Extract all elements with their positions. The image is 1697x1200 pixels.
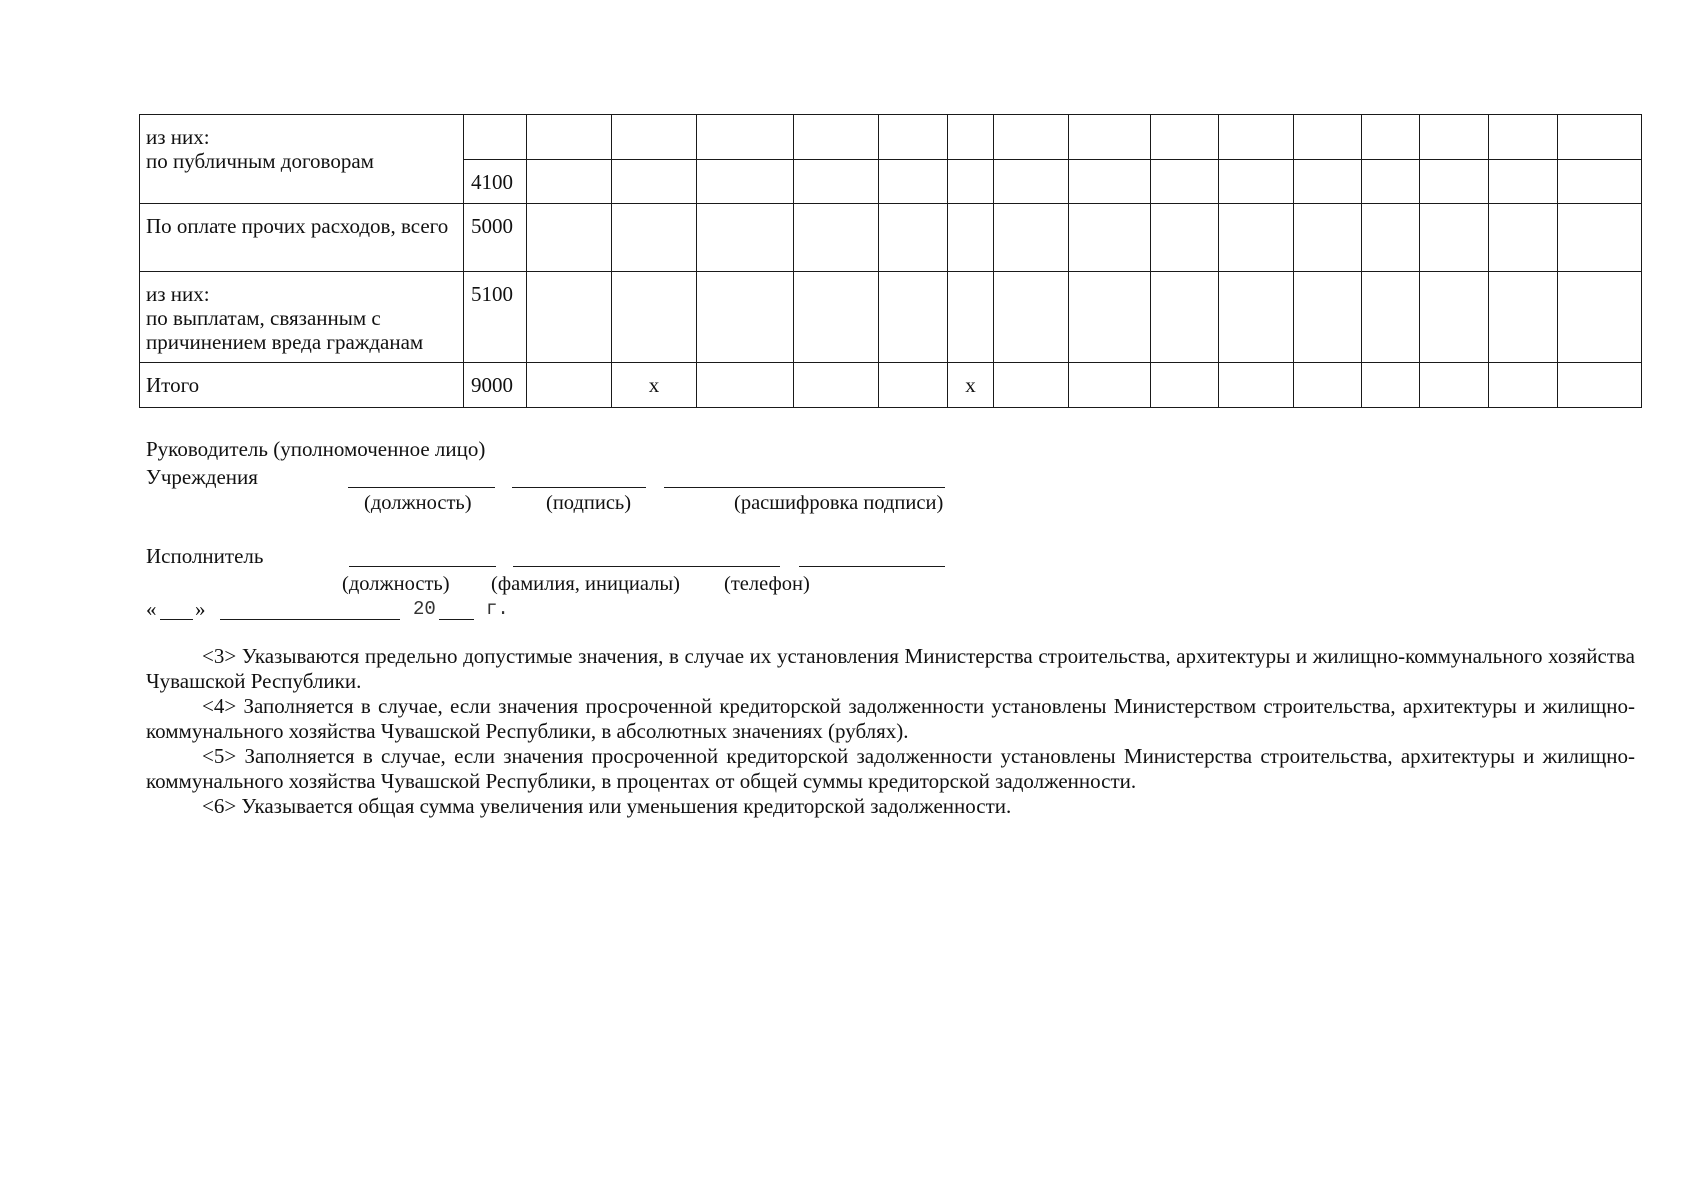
date-close-quote: » bbox=[195, 597, 206, 621]
footnote-3: <3> Указываются предельно допустимые значения, в случае их установления Министерства строительства, архитектуры и жилищно-коммунального хозяйства Чувашской Республики. bbox=[146, 644, 1635, 693]
date-open-quote: « bbox=[146, 597, 157, 621]
row-name-harm-payments: из них: по выплатам, связанным с причинением вреда гражданам bbox=[140, 272, 464, 363]
table-cell bbox=[1489, 204, 1558, 272]
footnotes bbox=[146, 644, 1635, 819]
table-cell bbox=[1420, 204, 1489, 272]
exec-position-line[interactable] bbox=[349, 566, 496, 567]
table-cell bbox=[527, 363, 612, 408]
table-cell bbox=[794, 363, 879, 408]
table-cell bbox=[1489, 115, 1558, 160]
head-title-line2: Учреждения bbox=[146, 465, 258, 489]
table-cell bbox=[1558, 363, 1642, 408]
row-name-total: Итого bbox=[140, 363, 464, 408]
table-cell bbox=[1151, 115, 1219, 160]
table-cell bbox=[948, 204, 994, 272]
table-cell bbox=[948, 272, 994, 363]
table-cell bbox=[948, 115, 994, 160]
table-cell bbox=[1069, 115, 1151, 160]
table-cell bbox=[697, 115, 794, 160]
table-cell bbox=[1151, 204, 1219, 272]
table-cell bbox=[994, 115, 1069, 160]
table-cell bbox=[1219, 272, 1294, 363]
table-cell bbox=[879, 204, 948, 272]
table-cell bbox=[1558, 204, 1642, 272]
date-year-prefix: 20 bbox=[413, 598, 436, 620]
table-cell bbox=[1294, 272, 1362, 363]
table-cell bbox=[1294, 160, 1362, 204]
table-row-total bbox=[140, 363, 1642, 408]
table-cell bbox=[879, 272, 948, 363]
row-code: 9000 bbox=[464, 363, 527, 408]
table-cell bbox=[1420, 115, 1489, 160]
row-name-public-contracts: из них: по публичным договорам bbox=[140, 115, 464, 204]
table-cell bbox=[1489, 160, 1558, 204]
row-code: 5100 bbox=[464, 272, 527, 363]
table-cell bbox=[879, 363, 948, 408]
table-cell bbox=[612, 272, 697, 363]
table-cell bbox=[794, 272, 879, 363]
table-cell bbox=[527, 204, 612, 272]
table-cell bbox=[1489, 272, 1558, 363]
table-cell bbox=[879, 160, 948, 204]
table-cell bbox=[1151, 160, 1219, 204]
head-title-line1: Руководитель (уполномоченное лицо) bbox=[146, 437, 486, 461]
exec-caption-phone: (телефон) bbox=[724, 573, 810, 595]
executor-title: Исполнитель bbox=[146, 544, 264, 568]
debt-table bbox=[139, 114, 1642, 408]
row-code: 4100 bbox=[464, 160, 527, 204]
head-decoding-line[interactable] bbox=[664, 487, 945, 488]
date-year-line[interactable] bbox=[439, 619, 474, 620]
table-row bbox=[140, 204, 1642, 272]
x-mark: x bbox=[948, 363, 994, 408]
table-cell bbox=[1069, 160, 1151, 204]
table-cell bbox=[1558, 272, 1642, 363]
table-cell bbox=[948, 160, 994, 204]
table-cell bbox=[697, 363, 794, 408]
table-cell bbox=[1362, 363, 1420, 408]
date-year-suffix: г. bbox=[486, 598, 509, 620]
table-cell bbox=[527, 160, 612, 204]
table-cell bbox=[994, 272, 1069, 363]
table-cell bbox=[697, 160, 794, 204]
table-cell bbox=[1294, 204, 1362, 272]
table-cell bbox=[1219, 115, 1294, 160]
table-cell bbox=[1151, 272, 1219, 363]
table-cell bbox=[1362, 272, 1420, 363]
head-caption-decoding: (расшифровка подписи) bbox=[734, 492, 944, 514]
table-cell bbox=[612, 115, 697, 160]
table-cell bbox=[1558, 115, 1642, 160]
table-cell bbox=[1420, 272, 1489, 363]
head-caption-position: (должность) bbox=[364, 492, 472, 514]
exec-name-line[interactable] bbox=[513, 566, 780, 567]
table-cell bbox=[1219, 363, 1294, 408]
table-cell bbox=[612, 160, 697, 204]
x-mark: x bbox=[612, 363, 697, 408]
table-cell bbox=[994, 363, 1069, 408]
table-cell bbox=[527, 272, 612, 363]
table-cell bbox=[1219, 204, 1294, 272]
table-cell bbox=[1151, 363, 1219, 408]
table-cell bbox=[1420, 160, 1489, 204]
row-name-other-expenses: По оплате прочих расходов, всего bbox=[140, 204, 464, 272]
table-cell bbox=[1489, 363, 1558, 408]
table-cell bbox=[879, 115, 948, 160]
table-cell bbox=[697, 272, 794, 363]
row-code: 5000 bbox=[464, 204, 527, 272]
table-cell bbox=[1294, 115, 1362, 160]
table-cell bbox=[794, 204, 879, 272]
table-cell bbox=[794, 115, 879, 160]
table-cell bbox=[1362, 160, 1420, 204]
exec-caption-name: (фамилия, инициалы) bbox=[491, 573, 680, 595]
table-cell bbox=[612, 204, 697, 272]
table-cell bbox=[1362, 204, 1420, 272]
table-cell bbox=[1362, 115, 1420, 160]
table-cell bbox=[1294, 363, 1362, 408]
head-caption-signature: (подпись) bbox=[546, 492, 632, 514]
footnote-4: <4> Заполняется в случае, если значения просроченной кредиторской задолженности установлены Министерством строительства, архитектуры и жилищно-коммунального хозяйства Чувашской Республики, в абсолютных значениях (рублях). bbox=[146, 694, 1635, 743]
date-day-line[interactable] bbox=[160, 619, 193, 620]
exec-caption-position: (должность) bbox=[342, 573, 450, 595]
table-cell bbox=[527, 115, 612, 160]
table-cell bbox=[1069, 363, 1151, 408]
table-cell bbox=[994, 160, 1069, 204]
table-cell bbox=[1069, 204, 1151, 272]
head-signature-line[interactable] bbox=[512, 487, 646, 488]
table-cell bbox=[1420, 363, 1489, 408]
date-month-line[interactable] bbox=[220, 619, 400, 620]
footnote-5: <5> Заполняется в случае, если значения просроченной кредиторской задолженности установлены Министерства строительства, архитектуры и жилищно-коммунального хозяйства Чувашской Республики, в процентах от общей суммы кредиторской задолженности. bbox=[146, 744, 1635, 793]
table-cell bbox=[1558, 160, 1642, 204]
footnote-6: <6> Указывается общая сумма увеличения или уменьшения кредиторской задолженности. bbox=[202, 794, 1012, 818]
table-cell bbox=[994, 204, 1069, 272]
table-cell bbox=[1219, 160, 1294, 204]
table-row bbox=[140, 115, 1642, 160]
table-cell bbox=[464, 115, 527, 160]
table-cell bbox=[1069, 272, 1151, 363]
exec-phone-line[interactable] bbox=[799, 566, 945, 567]
head-position-line[interactable] bbox=[348, 487, 495, 488]
table-cell bbox=[794, 160, 879, 204]
table-row bbox=[140, 272, 1642, 363]
table-cell bbox=[697, 204, 794, 272]
